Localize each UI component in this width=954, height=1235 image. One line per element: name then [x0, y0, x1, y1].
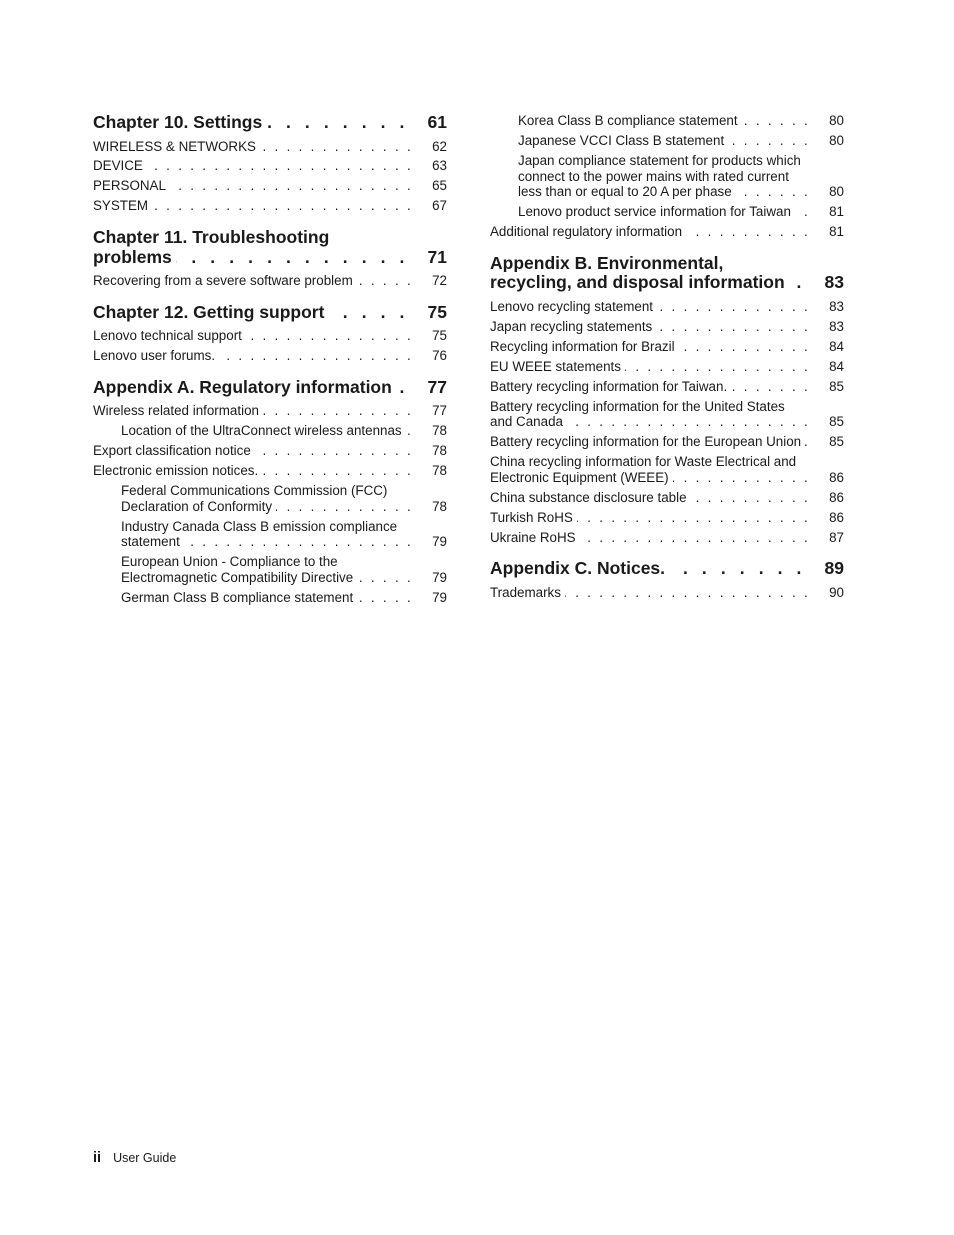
toc-page-number: 81 — [829, 204, 844, 220]
toc-label: Lenovo product service information for Taiwan — [518, 204, 795, 219]
toc-page-number: 63 — [432, 158, 447, 174]
toc-label: Chapter 11. Troubleshooting problems — [93, 228, 330, 267]
footer-doc-title: User Guide — [113, 1151, 177, 1165]
toc-page-number: 76 — [432, 348, 447, 364]
toc-label: Japanese VCCI Class B statement — [518, 133, 728, 148]
toc-page-number: 89 — [824, 558, 844, 579]
toc-page-number: 87 — [829, 529, 844, 545]
toc-page-number: 86 — [829, 489, 844, 505]
toc-label: PERSONAL — [93, 178, 170, 193]
toc-page-number: 67 — [432, 198, 447, 214]
toc-page-number: 75 — [427, 301, 447, 322]
toc-page-number: 80 — [829, 132, 844, 148]
toc-subentry[interactable] — [93, 519, 447, 550]
toc-entry[interactable] — [93, 403, 447, 419]
toc-entry[interactable] — [490, 454, 844, 485]
toc-page-number: 83 — [824, 272, 844, 293]
toc-label: SYSTEM — [93, 198, 152, 213]
toc-chapter-heading[interactable] — [93, 378, 447, 398]
toc-label: Location of the UltraConnect wireless antennas — [121, 423, 406, 438]
toc-entry[interactable] — [490, 434, 844, 450]
toc-entry[interactable] — [93, 158, 447, 174]
toc-label: Battery recycling information for the European Union — [490, 434, 805, 449]
toc-label: Recycling information for Brazil — [490, 339, 679, 354]
toc-entry[interactable] — [490, 224, 844, 240]
toc-page-number: 62 — [432, 138, 447, 154]
toc-subentry[interactable] — [490, 133, 844, 149]
toc-page-number: 84 — [829, 338, 844, 354]
toc-label: Lenovo user forums. — [93, 348, 219, 363]
page-footer — [93, 1150, 176, 1166]
toc-entry[interactable] — [93, 273, 447, 289]
toc-page-number: 83 — [829, 298, 844, 314]
toc-label: Wireless related information — [93, 403, 263, 418]
toc-right-column — [490, 113, 844, 605]
toc-subentry[interactable] — [93, 590, 447, 606]
toc-label: Japan recycling statements — [490, 319, 656, 334]
toc-page-number: 72 — [432, 273, 447, 289]
toc-label: China recycling information for Waste Electrical and Electronic Equipment (WEEE) — [490, 454, 797, 485]
toc-entry[interactable] — [490, 379, 844, 395]
toc-page-number: 80 — [829, 113, 844, 128]
toc-page-number: 71 — [427, 246, 447, 267]
toc-page-number: 77 — [427, 376, 447, 397]
toc-label: DEVICE — [93, 158, 147, 173]
toc-entry[interactable] — [93, 328, 447, 344]
toc-subentry[interactable] — [93, 554, 447, 585]
toc-label: Japan compliance statement for products which connect to the power mains with rated current less than or equal to 20 A per phase — [518, 152, 801, 200]
toc-page-number: 75 — [432, 328, 447, 344]
toc-entry[interactable] — [93, 139, 447, 155]
toc-page-number: 79 — [432, 534, 447, 550]
toc-page-number: 83 — [829, 318, 844, 334]
toc-page-number: 81 — [829, 224, 844, 240]
toc-page-number: 85 — [829, 378, 844, 394]
toc-label: Lenovo recycling statement — [490, 299, 657, 314]
toc-entry[interactable] — [93, 443, 447, 459]
toc-label: Federal Communications Commission (FCC) Declaration of Conformity — [121, 483, 388, 514]
toc-label: Appendix C. Notices. — [490, 559, 669, 578]
toc-label: Battery recycling information for Taiwan. — [490, 379, 731, 394]
toc-label: Lenovo technical support — [93, 328, 246, 343]
toc-page-number: 78 — [432, 498, 447, 514]
toc-subentry[interactable] — [490, 113, 844, 129]
toc-label: EU WEEE statements — [490, 359, 625, 374]
toc-label: Electronic emission notices. — [93, 463, 262, 478]
toc-label: Export classification notice — [93, 443, 255, 458]
toc-chapter-heading[interactable] — [93, 303, 447, 323]
toc-page-number: 61 — [427, 112, 447, 132]
toc-label: Appendix B. Environmental, recycling, and disposal information — [490, 254, 789, 293]
toc-entry[interactable] — [490, 339, 844, 355]
toc-label: China substance disclosure table — [490, 490, 691, 505]
toc-entry[interactable] — [490, 585, 844, 601]
toc-entry[interactable] — [490, 299, 844, 315]
toc-label: European Union - Compliance to the Electromagnetic Compatibility Directive — [121, 554, 357, 585]
toc-label: WIRELESS & NETWORKS — [93, 139, 260, 154]
toc-entry[interactable] — [93, 348, 447, 364]
footer-page-number: ii — [93, 1150, 102, 1166]
toc-label: Korea Class B compliance statement — [518, 113, 742, 128]
toc-entry[interactable] — [490, 490, 844, 506]
toc-label: Battery recycling information for the United States and Canada — [490, 398, 785, 430]
toc-page-number: 84 — [829, 358, 844, 374]
toc-label: Turkish RoHS — [490, 510, 577, 525]
toc-left-column — [93, 113, 447, 610]
toc-chapter-heading[interactable] — [93, 113, 447, 133]
toc-subentry[interactable] — [490, 204, 844, 220]
toc-page-number: 86 — [829, 509, 844, 525]
toc-label: Appendix A. Regulatory information — [93, 378, 396, 397]
toc-label: Trademarks — [490, 585, 565, 600]
toc-entry[interactable] — [490, 399, 844, 430]
toc-chapter-heading[interactable] — [93, 228, 447, 267]
toc-label: Industry Canada Class B emission compliance statement — [121, 518, 398, 550]
toc-page-number: 85 — [829, 414, 844, 430]
toc-entry[interactable] — [93, 198, 447, 214]
toc-label: Recovering from a severe software problem — [93, 273, 357, 288]
toc-page-number: 80 — [829, 184, 844, 200]
toc-page-number: 78 — [432, 443, 447, 459]
toc-label: Chapter 12. Getting support — [93, 303, 328, 322]
toc-chapter-heading[interactable] — [490, 254, 844, 293]
toc-page-number: 65 — [432, 178, 447, 194]
toc-entry[interactable] — [93, 178, 447, 194]
toc-page-number: 78 — [432, 423, 447, 439]
toc-subentry[interactable] — [93, 483, 447, 514]
toc-label: Ukraine RoHS — [490, 530, 580, 545]
toc-page-number: 79 — [432, 589, 447, 605]
toc-entry[interactable] — [490, 319, 844, 335]
toc-entry[interactable] — [490, 359, 844, 375]
toc-page-number: 90 — [829, 584, 844, 600]
toc-label: Additional regulatory information — [490, 224, 686, 239]
toc-label: Chapter 10. Settings — [93, 113, 266, 132]
toc-page-number: 79 — [432, 569, 447, 585]
toc-label: German Class B compliance statement — [121, 590, 357, 605]
toc-entry[interactable] — [490, 510, 844, 526]
toc-page-number: 77 — [432, 403, 447, 419]
toc-page-number: 78 — [432, 463, 447, 479]
toc-page-number: 86 — [829, 469, 844, 485]
toc-subentry[interactable] — [93, 423, 447, 439]
toc-entry[interactable] — [490, 530, 844, 546]
toc-entry[interactable] — [93, 463, 447, 479]
toc-chapter-heading[interactable] — [490, 559, 844, 579]
toc-subentry[interactable] — [490, 153, 844, 200]
toc-page-number: 85 — [829, 434, 844, 450]
